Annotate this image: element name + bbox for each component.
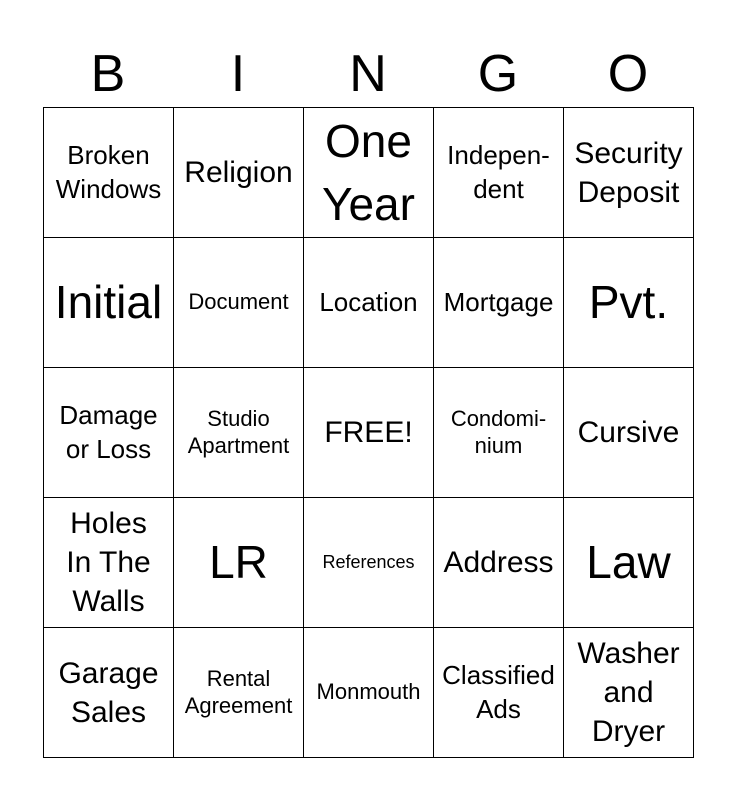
bingo-cell-r2c2[interactable]	[173, 237, 304, 368]
bingo-cell-r2c4[interactable]	[433, 237, 564, 368]
bingo-cell-r3c3 free-space[interactable]	[303, 367, 434, 498]
header-letter-i: I	[230, 45, 246, 103]
bingo-cell-r3c4[interactable]	[433, 367, 564, 498]
bingo-cell-r4c1[interactable]	[43, 497, 174, 628]
cell-text: Classified Ads	[442, 659, 555, 724]
header-letter-g: G	[477, 45, 519, 103]
bingo-cell-r1c1[interactable]	[43, 107, 174, 238]
cell-text: Religion	[184, 155, 293, 189]
bingo-cell-r5c3[interactable]	[303, 627, 434, 758]
bingo-cell-r5c1[interactable]	[43, 627, 174, 758]
cell-text: One Year	[322, 115, 415, 230]
cell-text: Condomi- nium	[450, 406, 547, 458]
bingo-cell-r2c1[interactable]	[43, 237, 174, 368]
cell-text: Security Deposit	[574, 136, 683, 209]
bingo-cell-r2c3[interactable]	[303, 237, 434, 368]
cell-text: Broken Windows	[55, 139, 162, 204]
cell-text: Pvt.	[588, 276, 669, 329]
bingo-cell-r3c1[interactable]	[43, 367, 174, 498]
bingo-cell-r4c4[interactable]	[433, 497, 564, 628]
bingo-cell-r4c5[interactable]	[563, 497, 694, 628]
bingo-cell-r1c2[interactable]	[173, 107, 304, 238]
cell-text: Indepen- dent	[447, 139, 550, 204]
cell-text: Rental Agreement	[184, 666, 293, 718]
cell-text: Law	[586, 536, 671, 589]
cell-text: Document	[188, 289, 289, 315]
bingo-cell-r1c4[interactable]	[433, 107, 564, 238]
bingo-cell-r5c5[interactable]	[563, 627, 694, 758]
cell-text: Studio Apartment	[187, 406, 290, 458]
bingo-cell-r2c5[interactable]	[563, 237, 694, 368]
bingo-cell-r5c2[interactable]	[173, 627, 304, 758]
cell-text: Garage Sales	[58, 656, 159, 729]
header-letter-n: N	[349, 45, 387, 103]
cell-text: Holes In The Walls	[66, 507, 151, 618]
cell-text: Location	[319, 286, 418, 317]
free-space-text: FREE!	[324, 415, 413, 449]
bingo-cell-r3c5[interactable]	[563, 367, 694, 498]
cell-text: Washer and Dryer	[577, 637, 680, 748]
cell-text: LR	[209, 536, 268, 589]
bingo-cell-r4c2[interactable]	[173, 497, 304, 628]
cell-text: References	[322, 551, 415, 572]
header-letter-o: O	[607, 45, 649, 103]
cell-text: Damage or Loss	[59, 399, 158, 464]
bingo-cell-r4c3[interactable]	[303, 497, 434, 628]
bingo-board	[43, 107, 693, 757]
cell-text: Address	[443, 545, 554, 579]
bingo-cell-r1c3[interactable]	[303, 107, 434, 238]
cell-text: Mortgage	[443, 286, 554, 317]
bingo-cell-r1c5[interactable]	[563, 107, 694, 238]
bingo-cell-r5c4[interactable]	[433, 627, 564, 758]
bingo-cell-r3c2[interactable]	[173, 367, 304, 498]
bingo-header	[43, 40, 693, 108]
cell-text: Initial	[54, 276, 163, 329]
cell-text: Cursive	[577, 415, 680, 449]
cell-text: Monmouth	[316, 679, 421, 705]
header-letter-b: B	[90, 45, 126, 103]
